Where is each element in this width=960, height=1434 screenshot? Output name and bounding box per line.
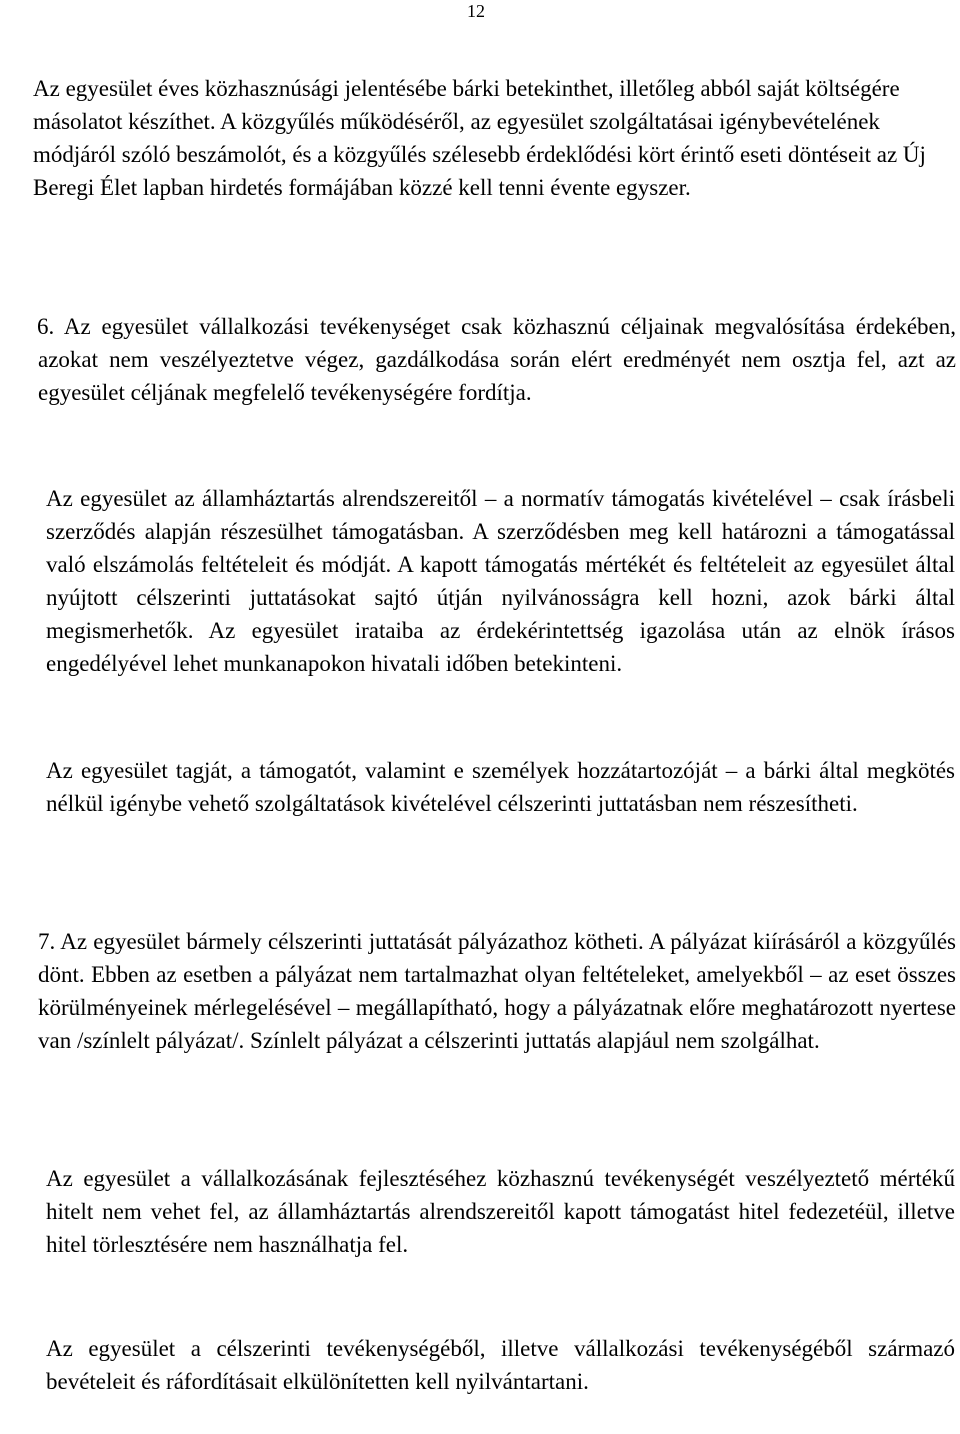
section-6-text: Az egyesület vállalkozási tevékenységet csak közhasznú céljainak megvalósítása érdekében, azokat nem veszélyeztetve végez, gazdálkodása során elért eredményét nem osztja fel, azt az egyesület céljának megfelelő tevékenységére fordítja. — [38, 314, 956, 405]
section-7-text: Az egyesület bármely célszerinti juttatását pályázathoz kötheti. A pályázat kiírásáról a közgyűlés dönt. Ebben az esetben a pályázat nem tartalmazhat olyan feltételeket, amelyekből – az eset összes körülményeinek mérlegelésével – megállapítható, hogy a pályázatnak előre meghatározott nyertese van /színlelt pályázat/. Színlelt pályázat a célszerinti juttatás alapjául nem szolgálhat. — [38, 929, 956, 1053]
paragraph-state-support: Az egyesület az államháztartás alrendszereitől – a normatív támogatás kivételével – csak írásbeli szerződés alapján részesülhet támogatásban. A szerződésben meg kell határozni a támogatással való elszámolás feltételeit és módját. A kapott támogatás mértékét és feltételeit az egyesület által nyújtott célszerinti juttatásokat sajtó útján nyilvánosságra kell hozni, azok bárki által megismerhetők. Az egyesület irataiba az érdekérintettség igazolása után az elnök írásos engedélyével lehet munkanapokon hivatali időben betekinteni. — [46, 486, 955, 676]
paragraph-member-benefits: Az egyesület tagját, a támogatót, valamint e személyek hozzátartozóját – a bárki által megkötés nélkül igénybe vehető szolgáltatások kivételével célszerinti juttatásban nem részesítheti. — [46, 758, 955, 816]
paragraph-separate-accounting: Az egyesület a célszerinti tevékenységéből, illetve vállalkozási tevékenységéből származó bevételeit és ráfordításait elkülönítetten kell nyilvántartani. — [46, 1336, 955, 1394]
page-number: 12 — [467, 1, 485, 21]
paragraph-public-report: Az egyesület éves közhasznúsági jelentésébe bárki betekinthet, illetőleg abból saját költségére másolatot készíthet. A közgyűlés működéséről, az egyesület szolgáltatásai igénybevételének módjáról szóló beszámolót, és a közgyűlés szélesebb érdeklődési kört érintő eseti döntéseit az Új Beregi Élet lapban hirdetés formájában közzé kell tenni évente egyszer. — [33, 76, 926, 200]
section-number-6: 6. — [37, 314, 55, 339]
paragraph-credit-restriction: Az egyesület a vállalkozásának fejlesztéséhez közhasznú tevékenységét veszélyeztető mértékű hitelt nem vehet fel, az államháztartás alrendszereitől kapott támogatást hitel fedezetéül, illetve hitel törlesztésére nem használhatja fel. — [46, 1166, 955, 1257]
section-number-7: 7. — [38, 929, 56, 954]
paragraph-section-6 — [38, 310, 956, 409]
paragraph-section-7 — [38, 925, 956, 1057]
